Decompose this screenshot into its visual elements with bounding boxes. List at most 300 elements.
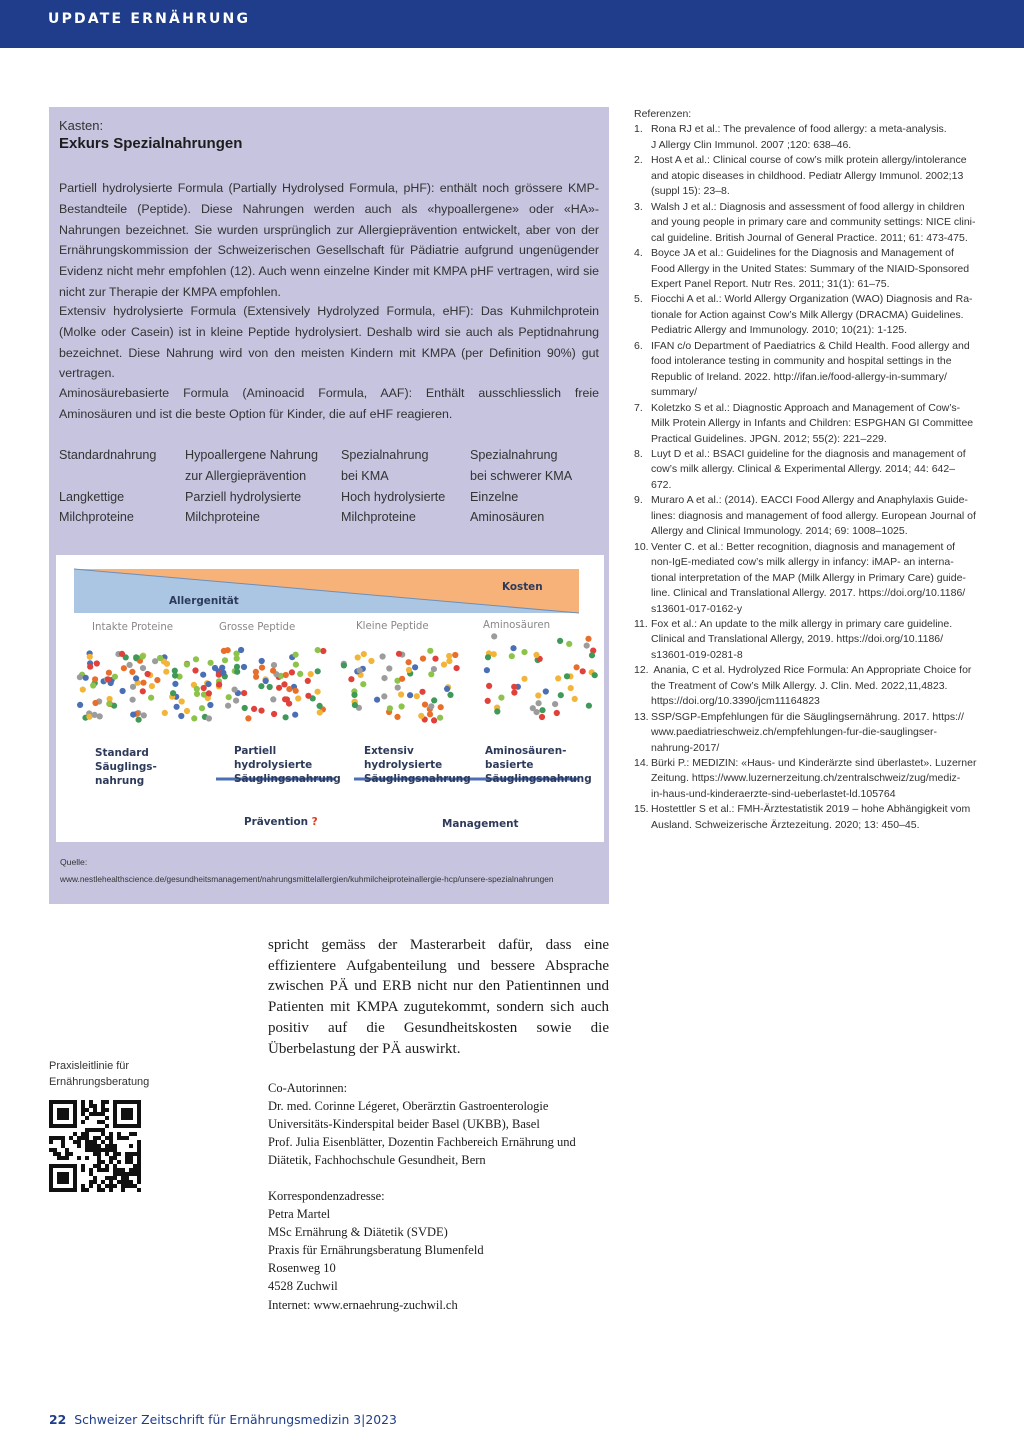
qr-module <box>137 1176 141 1180</box>
qr-module <box>101 1128 105 1132</box>
protein-dot <box>412 664 418 670</box>
reference-number: 10. <box>634 540 649 553</box>
qr-module <box>89 1172 93 1176</box>
caption-line: hydrolysierte <box>234 759 313 771</box>
reference-line: s13601-019-0281-8 <box>651 648 743 661</box>
reference-item <box>634 756 976 802</box>
protein-dot <box>539 707 545 713</box>
protein-dot <box>341 662 347 668</box>
qr-module <box>133 1168 137 1172</box>
reference-line: Food Allergy in the United States: Summary of the NIAID-Sponsored <box>651 262 970 275</box>
protein-dot <box>259 665 265 671</box>
qr-module <box>93 1152 97 1156</box>
column-standard <box>59 445 156 528</box>
protein-dot <box>554 710 560 716</box>
qr-module <box>137 1180 141 1184</box>
protein-dot <box>315 647 321 653</box>
protein-dot <box>164 661 170 667</box>
protein-dot <box>238 647 244 653</box>
qr-module <box>129 1144 133 1148</box>
reference-number: 5. <box>634 293 643 306</box>
qr-module <box>121 1136 125 1140</box>
qr-module <box>105 1168 109 1172</box>
qr-module <box>85 1188 89 1192</box>
protein-dot <box>452 652 458 658</box>
page-number: 22 <box>49 1412 67 1427</box>
reference-line: food intolerance testing in community and hospital settings in the <box>651 355 952 368</box>
qr-module <box>77 1140 81 1144</box>
qr-module <box>101 1188 105 1192</box>
qr-module <box>105 1144 109 1148</box>
protein-dot <box>270 696 276 702</box>
figure-caption <box>234 744 341 786</box>
qr-module <box>137 1160 141 1164</box>
protein-dot <box>130 697 136 703</box>
reference-line: SSP/SGP-Empfehlungen für die Säuglingsernährung. 2017. https:// <box>651 710 964 723</box>
protein-dot <box>454 665 460 671</box>
protein-dot <box>574 664 580 670</box>
column-line: Milchproteine <box>185 510 260 525</box>
qr-module <box>109 1148 113 1152</box>
reference-line: Walsh J et al.: Diagnosis and assessment of food allergy in children <box>651 200 965 213</box>
reference-line: Fiocchi A et al.: World Allergy Organization (WAO) Diagnosis and Ra- <box>651 293 973 306</box>
reference-line: Boyce JA et al.: Guidelines for the Diagnosis and Management of <box>651 247 954 260</box>
qr-module <box>109 1160 113 1164</box>
qr-module <box>93 1136 97 1140</box>
qr-module <box>125 1180 129 1184</box>
protein-dot <box>133 654 139 660</box>
reference-line: tional interpretation of the MAP (Milk Allergy in Primary Care) guide- <box>651 571 966 584</box>
qr-module <box>113 1100 117 1128</box>
protein-dot <box>258 708 264 714</box>
protein-dot <box>447 692 453 698</box>
protein-dot <box>580 668 586 674</box>
protein-dot <box>521 676 527 682</box>
protein-dot <box>282 696 288 702</box>
protein-dot <box>232 687 238 693</box>
protein-dot <box>395 685 401 691</box>
category-label: Kleine Peptide <box>356 621 429 632</box>
protein-dot <box>485 654 491 660</box>
caption-line: basierte <box>485 759 534 771</box>
qr-module <box>113 1100 141 1104</box>
qr-module <box>137 1156 141 1160</box>
protein-dot <box>557 638 563 644</box>
protein-dot <box>589 652 595 658</box>
qr-module <box>105 1148 109 1152</box>
qr-module <box>89 1148 93 1152</box>
qr-module <box>129 1132 133 1136</box>
column-line: Parziell hydrolysierte <box>185 489 302 504</box>
qr-module <box>129 1156 133 1160</box>
box-paragraph-ehf: Extensiv hydrolysierte Formula (Extensively Hydrolyzed Formula, eHF): Das Kuhmilchprotein (Molke oder Casein) ist in kleine Peptide hydrolysiert. Deshalb wird sie auch als Peptidnahrung bezeichnet. Diese Nahrung wird von den meisten Kindern mit KMPA (per Definition 90%) gut vertragen. <box>59 304 599 381</box>
reference-line: nahrung-2017/ <box>651 741 720 754</box>
qr-module <box>105 1124 109 1128</box>
qr-module <box>125 1176 129 1180</box>
protein-dot <box>305 693 311 699</box>
coauthors-block <box>268 1079 576 1169</box>
qr-module <box>101 1100 105 1104</box>
reference-line: Bürki P.: MEDIZIN: «Haus- und Kinderärzte sind überlastet». Luzerner <box>651 757 977 770</box>
qr-module <box>77 1144 81 1148</box>
protein-dot <box>485 698 491 704</box>
qr-module <box>129 1180 133 1184</box>
qr-module <box>81 1104 85 1108</box>
protein-dot <box>225 703 231 709</box>
reference-line: Expert Panel Report. Nutr Res. 2011; 31(1): 61–75. <box>651 277 890 290</box>
protein-dot <box>511 690 517 696</box>
qr-module <box>93 1104 97 1108</box>
qr-module <box>101 1132 105 1136</box>
qr-module <box>61 1156 65 1160</box>
protein-dot <box>552 701 558 707</box>
reference-line: s13601-017-0162-y <box>651 602 743 615</box>
kosten-label: Kosten <box>502 581 543 593</box>
protein-dot <box>293 688 299 694</box>
address-block <box>268 1187 484 1314</box>
qr-module <box>109 1144 113 1148</box>
protein-dot <box>172 681 178 687</box>
protein-dot <box>295 695 301 701</box>
reference-line: Pediatric Allergy and Immunology. 2010; 10(21): 1-125. <box>651 324 908 337</box>
protein-dot <box>283 672 289 678</box>
caption-line: Extensiv <box>364 745 414 757</box>
protein-dot <box>97 713 103 719</box>
qr-module <box>125 1152 129 1156</box>
caption-line: Standard <box>95 747 149 759</box>
protein-dot <box>361 651 367 657</box>
qr-module <box>85 1128 89 1132</box>
protein-dot <box>77 674 83 680</box>
qr-module <box>81 1136 85 1140</box>
qr-module <box>85 1148 89 1152</box>
qr-module <box>93 1128 97 1132</box>
qr-module <box>97 1152 101 1156</box>
reference-line: Koletzko S et al.: Diagnostic Approach and Management of Cow’s- <box>651 401 961 414</box>
reference-line: Republic of Ireland. 2022. http://ifan.ie/food-allergy-in-summary/ <box>651 370 947 383</box>
qr-module <box>93 1108 97 1112</box>
qr-code-icon[interactable] <box>49 1100 141 1192</box>
qr-module <box>133 1152 137 1156</box>
protein-dot <box>289 669 295 675</box>
reference-line: summary/ <box>651 386 698 399</box>
protein-dot <box>498 695 504 701</box>
protein-dot <box>241 690 247 696</box>
reference-number: 3. <box>634 200 643 213</box>
protein-dot <box>127 662 133 668</box>
qr-module <box>137 1152 141 1156</box>
protein-dot <box>511 684 517 690</box>
qr-module <box>97 1184 101 1188</box>
source-label: Quelle: <box>60 857 88 867</box>
qr-module <box>113 1156 117 1160</box>
protein-dot <box>222 657 228 663</box>
protein-dot <box>92 676 98 682</box>
qr-module <box>81 1108 85 1112</box>
protein-dot <box>406 667 412 673</box>
qr-module <box>89 1100 93 1104</box>
qr-module <box>81 1120 85 1124</box>
qr-module <box>97 1112 101 1116</box>
qr-module <box>137 1172 141 1176</box>
protein-dot <box>494 708 500 714</box>
protein-dot <box>510 645 516 651</box>
protein-dot <box>566 641 572 647</box>
qr-module <box>97 1148 101 1152</box>
address-line: Rosenweg 10 <box>268 1261 336 1276</box>
protein-dot <box>140 665 146 671</box>
protein-dot <box>205 681 211 687</box>
qr-module <box>53 1152 57 1156</box>
reference-line: Anania, C et al. Hydrolyzed Rice Formula: An Appropriate Choice for <box>651 664 972 677</box>
protein-dot <box>140 680 146 686</box>
qr-module <box>105 1176 109 1180</box>
reference-line: Host A et al.: Clinical course of cow’s milk protein allergy/intolerance <box>651 154 967 167</box>
protein-dot <box>83 675 89 681</box>
question-mark: ? <box>311 816 318 828</box>
protein-dot <box>315 668 321 674</box>
column-line: Milchproteine <box>341 510 416 525</box>
qr-module <box>109 1176 113 1180</box>
protein-dot <box>351 692 357 698</box>
protein-dot <box>162 710 168 716</box>
protein-dot <box>420 656 426 662</box>
protein-dot <box>207 702 213 708</box>
protein-dot <box>441 662 447 668</box>
qr-module <box>105 1100 109 1104</box>
protein-dot <box>140 688 146 694</box>
protein-dot <box>558 692 564 698</box>
qr-module <box>49 1100 77 1104</box>
address-line[interactable]: Internet: www.ernaehrung-zuchwil.ch <box>268 1297 458 1312</box>
protein-dot <box>226 694 232 700</box>
qr-module <box>97 1156 101 1160</box>
reference-line: and young people in primary care and community settings: NICE clini- <box>651 216 976 229</box>
qr-module <box>137 1168 141 1172</box>
qr-module <box>49 1136 53 1140</box>
reference-number: 12. <box>634 664 649 677</box>
column-line: bei KMA <box>341 468 389 483</box>
protein-dot <box>352 702 358 708</box>
qr-module <box>125 1172 129 1176</box>
protein-dot <box>170 690 176 696</box>
reference-number: 8. <box>634 447 643 460</box>
qr-module <box>73 1164 77 1192</box>
category-label: Intakte Proteine <box>92 622 174 633</box>
column-line: Hypoallergene Nahrung <box>185 448 319 462</box>
protein-dot <box>533 652 539 658</box>
qr-module <box>121 1184 125 1188</box>
protein-dot <box>521 649 527 655</box>
qr-module <box>117 1136 121 1140</box>
protein-dot <box>427 648 433 654</box>
qr-module <box>97 1160 101 1164</box>
qr-module <box>105 1136 109 1140</box>
reference-line: www.paediatrieschweiz.ch/empfehlungen-fur-die-sauglingser- <box>651 726 937 739</box>
qr-module <box>105 1184 109 1188</box>
protein-dot <box>491 651 497 657</box>
reference-item <box>634 617 976 663</box>
qr-module <box>137 1140 141 1144</box>
protein-dot <box>348 676 354 682</box>
qr-module <box>89 1128 93 1132</box>
qr-module <box>121 1168 125 1172</box>
protein-dot <box>286 686 292 692</box>
qr-module <box>121 1188 125 1192</box>
caption-line: nahrung <box>95 775 145 787</box>
reference-line: Venter C. et al.: Better recognition, diagnosis and management of <box>651 540 956 553</box>
references <box>634 107 976 833</box>
protein-dot <box>387 705 393 711</box>
reference-line: line. Clinical and Translational Allergy. 2017. https://doi.org/10.1186/ <box>651 587 966 600</box>
reference-line: 672. <box>651 478 672 491</box>
caption-line: Säuglingsnahrung <box>485 773 592 785</box>
protein-dot <box>276 685 282 691</box>
qr-module <box>113 1144 117 1148</box>
qr-module <box>69 1136 73 1140</box>
reference-line: Zeitung. https://www.luzernerzeitung.ch/zentralschweiz/zug/mediz- <box>651 772 961 785</box>
qr-module <box>49 1188 77 1192</box>
protein-dot <box>315 689 321 695</box>
qr-module <box>93 1148 97 1152</box>
qr-module <box>113 1176 117 1180</box>
protein-dot <box>206 715 212 721</box>
qr-module <box>113 1168 117 1172</box>
protein-dot <box>486 683 492 689</box>
qr-module <box>129 1160 133 1164</box>
protein-dot <box>192 667 198 673</box>
protein-dot <box>297 671 303 677</box>
qr-module <box>85 1140 89 1144</box>
protein-dot <box>193 656 199 662</box>
qr-module <box>49 1164 77 1168</box>
qr-module <box>49 1124 77 1128</box>
qr-module <box>53 1148 57 1152</box>
reference-line: Muraro A et al.: (2014). EACCI Food Allergy and Anaphylaxis Guide- <box>651 494 968 507</box>
figure-caption <box>95 746 157 788</box>
reference-item <box>634 153 976 199</box>
category-label: Grosse Peptide <box>219 622 296 633</box>
qr-module <box>117 1132 121 1136</box>
protein-dot <box>121 665 127 671</box>
protein-dot <box>191 715 197 721</box>
prevention-text: Prävention <box>244 816 309 828</box>
references-title: Referenzen: <box>634 108 692 120</box>
protein-dot <box>586 703 592 709</box>
prevention-label <box>244 816 318 828</box>
qr-module <box>93 1144 97 1148</box>
qr-module <box>85 1132 89 1136</box>
protein-dot <box>90 682 96 688</box>
coauthors-line: Dr. med. Corinne Légeret, Oberärztin Gastroenterologie <box>268 1099 549 1114</box>
protein-dot <box>431 697 437 703</box>
protein-dot <box>320 648 326 654</box>
column-line: Standardnahrung <box>59 448 157 462</box>
qr-module <box>97 1164 101 1168</box>
protein-dot <box>446 658 452 664</box>
protein-dot <box>281 681 287 687</box>
qr-label-line: Ernährungsberatung <box>49 1076 150 1088</box>
column-line: bei schwerer KMA <box>470 468 573 483</box>
box-label: Kasten: <box>59 118 104 133</box>
reference-number: 9. <box>634 494 643 507</box>
protein-dot <box>216 682 222 688</box>
reference-item <box>634 540 976 617</box>
qr-module <box>101 1120 105 1124</box>
reference-line: Milk Protein Allergy in Infants and Children: ESPGHAN GI Committee <box>651 417 974 430</box>
protein-dot <box>178 713 184 719</box>
reference-line: and atopic diseases in childhood. Pediatr Allergy Immunol. 2002;13 <box>651 169 964 182</box>
protein-dot <box>233 698 239 704</box>
qr-module <box>113 1164 117 1168</box>
protein-dot <box>259 658 265 664</box>
qr-module <box>121 1176 125 1180</box>
qr-module <box>97 1120 101 1124</box>
qr-module <box>49 1100 53 1128</box>
qr-module <box>81 1184 85 1188</box>
qr-module <box>85 1116 89 1120</box>
reference-line: Practical Guidelines. JPGN. 2012; 55(2): 221–229. <box>651 432 887 445</box>
protein-dot <box>139 653 145 659</box>
address-line: MSc Ernährung & Diätetik (SVDE) <box>268 1225 448 1240</box>
qr-module <box>105 1116 109 1120</box>
qr-module <box>85 1144 89 1148</box>
reference-line: https://doi.org/10.3390/jcm11164823 <box>651 695 820 708</box>
qr-module <box>101 1168 105 1172</box>
qr-module <box>113 1152 117 1156</box>
protein-dot <box>491 633 497 639</box>
protein-dot <box>245 715 251 721</box>
protein-dot <box>584 643 590 649</box>
qr-module <box>117 1172 121 1176</box>
column-line: Aminosäuren <box>470 510 545 525</box>
column-line: Hoch hydrolysierte <box>341 489 446 504</box>
qr-module <box>117 1152 121 1156</box>
reference-item <box>634 493 976 539</box>
protein-dot <box>428 703 434 709</box>
qr-module <box>109 1136 113 1140</box>
protein-dot <box>317 709 323 715</box>
coauthors-line: Prof. Julia Eisenblätter, Dozentin Fachbereich Ernährung und <box>268 1135 576 1150</box>
address-line: Korrespondenzadresse: <box>268 1189 385 1203</box>
qr-module <box>113 1184 117 1188</box>
qr-module <box>57 1136 61 1140</box>
figure-caption <box>364 744 471 786</box>
protein-dot <box>407 692 413 698</box>
qr-module <box>85 1136 89 1140</box>
protein-dot <box>432 656 438 662</box>
qr-module <box>121 1172 125 1176</box>
protein-dot <box>283 714 289 720</box>
qr-label <box>49 1058 149 1090</box>
source-link[interactable]: www.nestlehealthscience.de/gesundheitsmanagement/nahrungsmittelallergien/kuhmilcheiproteinallergie-hcp/unsere-spezialnahrungen <box>60 874 554 884</box>
qr-module <box>137 1148 141 1152</box>
qr-module <box>93 1140 97 1144</box>
section-title: UPDATE ERNÄHRUNG <box>48 11 251 27</box>
protein-dot <box>419 689 425 695</box>
journal-name: Schweizer Zeitschrift für Ernährungsmedizin 3|2023 <box>74 1412 397 1427</box>
protein-dot <box>172 673 178 679</box>
qr-module <box>129 1168 133 1172</box>
protein-dot <box>418 713 424 719</box>
qr-module <box>81 1164 85 1168</box>
qr-module <box>109 1140 113 1144</box>
protein-dot <box>292 712 298 718</box>
protein-dot <box>543 688 549 694</box>
qr-module <box>109 1184 113 1188</box>
body-paragraph: spricht gemäss der Masterarbeit dafür, dass eine effizientere Aufgabenteilung und bessere Absprache zwischen PÄ und ERB nicht nur den Patientinnen und Patienten mit KMPA zugutekommt, sondern sich auch positiv auf die Gesundheitskosten sowie die Überbelastung der PÄ auswirkt. <box>268 937 609 1057</box>
reference-number: 13. <box>634 710 649 723</box>
